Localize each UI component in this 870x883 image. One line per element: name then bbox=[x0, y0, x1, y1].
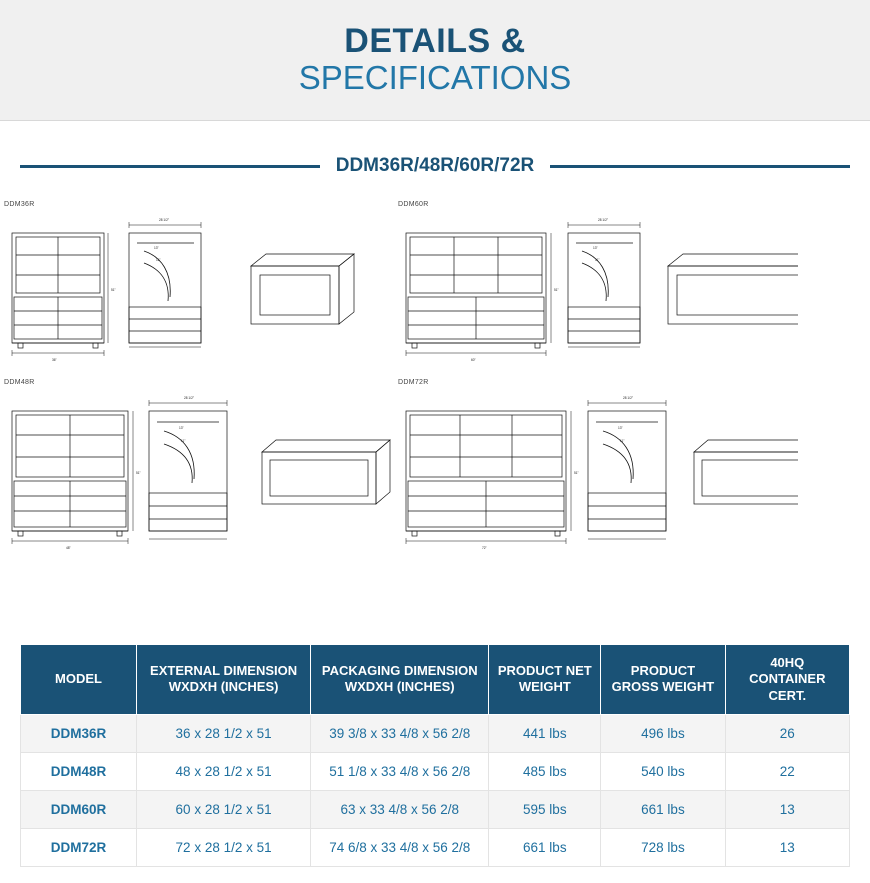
svg-text:11": 11" bbox=[181, 439, 186, 443]
cell-gross-weight: 540 lbs bbox=[601, 752, 725, 790]
page-title-line2: SPECIFICATIONS bbox=[298, 58, 572, 96]
svg-text:13": 13" bbox=[179, 426, 184, 430]
header-model: MODEL bbox=[21, 645, 137, 715]
drawing-ddm60r bbox=[398, 201, 798, 383]
cell-container: 13 bbox=[725, 790, 849, 828]
svg-text:11": 11" bbox=[620, 439, 625, 443]
svg-text:11": 11" bbox=[156, 258, 161, 262]
cell-external: 60 x 28 1/2 x 51 bbox=[137, 790, 311, 828]
header-container-cert: 40HQ CONTAINER CERT. bbox=[725, 645, 849, 715]
svg-text:36": 36" bbox=[52, 358, 57, 362]
table-row bbox=[21, 752, 850, 790]
page-header bbox=[0, 0, 870, 121]
drawing-ddm72r bbox=[398, 379, 798, 561]
cell-packaging: 74 6/8 x 33 4/8 x 56 2/8 bbox=[311, 828, 489, 866]
svg-text:60": 60" bbox=[471, 358, 476, 362]
technical-drawings bbox=[0, 191, 870, 591]
drawing-label-ddm60r: DDM60R bbox=[398, 201, 429, 208]
specifications-table bbox=[20, 644, 850, 867]
cell-gross-weight: 728 lbs bbox=[601, 828, 725, 866]
cell-packaging: 39 3/8 x 33 4/8 x 56 2/8 bbox=[311, 714, 489, 752]
drawing-label-ddm48r: DDM48R bbox=[4, 379, 35, 386]
cell-packaging: 63 x 33 4/8 x 56 2/8 bbox=[311, 790, 489, 828]
drawing-label-ddm36r: DDM36R bbox=[4, 201, 35, 208]
cell-external: 36 x 28 1/2 x 51 bbox=[137, 714, 311, 752]
svg-text:28 1/2": 28 1/2" bbox=[598, 218, 608, 222]
drawing-label-ddm72r: DDM72R bbox=[398, 379, 429, 386]
page-title-line1: DETAILS & bbox=[344, 22, 526, 60]
svg-text:51": 51" bbox=[554, 288, 559, 292]
cell-external: 48 x 28 1/2 x 51 bbox=[137, 752, 311, 790]
cell-container: 26 bbox=[725, 714, 849, 752]
cell-net-weight: 441 lbs bbox=[489, 714, 601, 752]
svg-text:28 1/2": 28 1/2" bbox=[159, 218, 169, 222]
specifications-table-wrapper bbox=[20, 644, 850, 867]
drawing-svg-ddm72r bbox=[398, 389, 798, 564]
cell-net-weight: 485 lbs bbox=[489, 752, 601, 790]
table-row bbox=[21, 828, 850, 866]
header-product-gross-weight: PRODUCT GROSS WEIGHT bbox=[601, 645, 725, 715]
svg-text:13": 13" bbox=[618, 426, 623, 430]
cell-model: DDM36R bbox=[21, 714, 137, 752]
cell-packaging: 51 1/8 x 33 4/8 x 56 2/8 bbox=[311, 752, 489, 790]
drawing-ddm36r bbox=[4, 201, 404, 383]
model-title-row bbox=[20, 155, 850, 177]
svg-text:28 1/2": 28 1/2" bbox=[623, 396, 633, 400]
rule-right bbox=[550, 165, 850, 168]
cell-external: 72 x 28 1/2 x 51 bbox=[137, 828, 311, 866]
drawing-svg-ddm36r bbox=[4, 211, 404, 386]
svg-text:13": 13" bbox=[593, 246, 598, 250]
cell-net-weight: 595 lbs bbox=[489, 790, 601, 828]
table-row bbox=[21, 714, 850, 752]
cell-container: 22 bbox=[725, 752, 849, 790]
svg-text:51": 51" bbox=[136, 471, 141, 475]
cell-model: DDM72R bbox=[21, 828, 137, 866]
drawing-ddm48r bbox=[4, 379, 404, 561]
cell-gross-weight: 661 lbs bbox=[601, 790, 725, 828]
svg-text:28 1/2": 28 1/2" bbox=[184, 396, 194, 400]
table-row bbox=[21, 790, 850, 828]
cell-model: DDM48R bbox=[21, 752, 137, 790]
svg-text:72": 72" bbox=[482, 546, 487, 550]
svg-text:51": 51" bbox=[111, 288, 116, 292]
svg-text:48": 48" bbox=[66, 546, 71, 550]
svg-text:13": 13" bbox=[154, 246, 159, 250]
drawing-svg-ddm60r bbox=[398, 211, 798, 386]
model-title: DDM36R/48R/60R/72R bbox=[335, 155, 535, 176]
cell-container: 13 bbox=[725, 828, 849, 866]
header-packaging-dimension: PACKAGING DIMENSION WXDXH (INCHES) bbox=[311, 645, 489, 715]
svg-text:11": 11" bbox=[595, 258, 600, 262]
cell-model: DDM60R bbox=[21, 790, 137, 828]
header-external-dimension: EXTERNAL DIMENSION WXDXH (INCHES) bbox=[137, 645, 311, 715]
cell-gross-weight: 496 lbs bbox=[601, 714, 725, 752]
svg-text:51": 51" bbox=[574, 471, 579, 475]
cell-net-weight: 661 lbs bbox=[489, 828, 601, 866]
rule-left bbox=[20, 165, 320, 168]
header-product-net-weight: PRODUCT NET WEIGHT bbox=[489, 645, 601, 715]
drawing-svg-ddm48r bbox=[4, 389, 404, 564]
table-header-row bbox=[21, 645, 850, 715]
